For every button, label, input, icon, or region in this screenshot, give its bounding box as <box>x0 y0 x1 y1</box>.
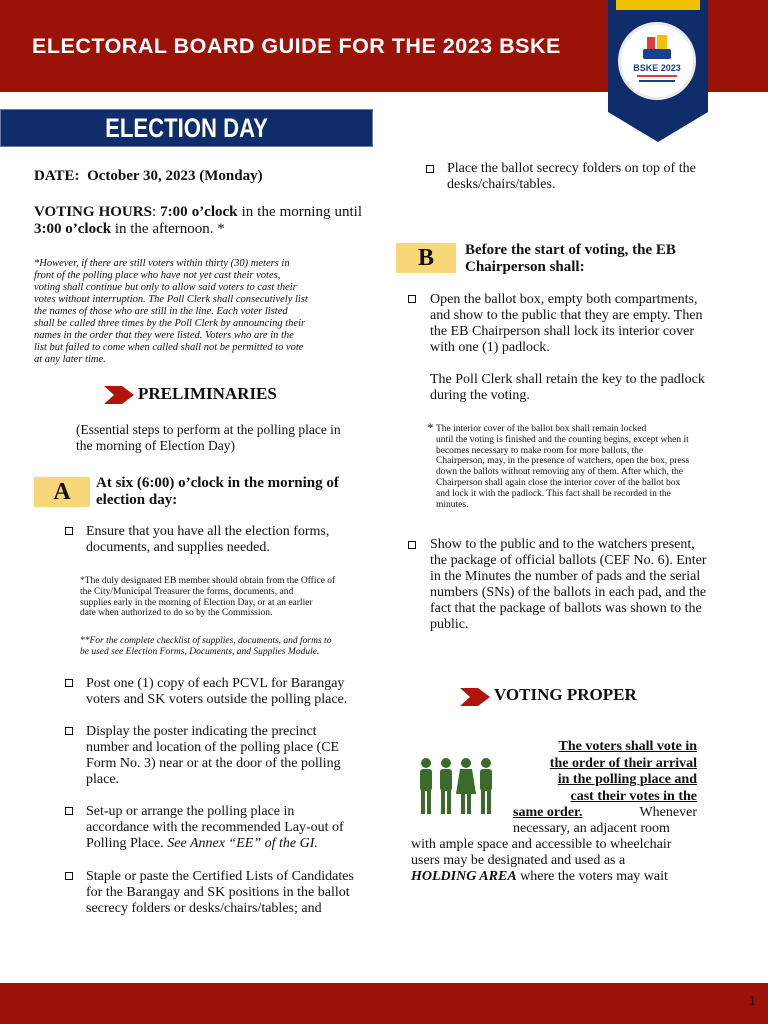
list-item-line: the package of official ballots (CEF No. 6). Enter <box>430 553 707 568</box>
step-b-heading-line: Before the start of voting, the EB <box>465 242 676 258</box>
voting-hours: VOTING HOURS: 7:00 o’clock in the morning until 3:00 o’clock in the afternoon. * <box>34 204 363 237</box>
footnote-line: the City/Municipal Treasurer the forms, documents, and <box>80 586 294 597</box>
list-item-line: desks/chairs/tables. <box>447 177 556 192</box>
note-line: shall be called three times by the Poll Clerk by announcing their <box>34 318 306 329</box>
footnote-line: until the voting is finished and the counting begins, except when it <box>436 434 689 445</box>
list-item <box>86 869 354 917</box>
checkbox-icon <box>65 727 73 735</box>
note-line: voting shall continue but only to allow said voters to cast their <box>34 282 297 293</box>
checkbox-icon <box>65 807 73 815</box>
voting-hours-start: 7:00 o’clock <box>160 204 238 220</box>
bske-logo <box>618 22 696 100</box>
footnote-line: and lock it with the padlock. This fact shall be recorded in the <box>436 488 671 499</box>
voting-order-line: the order of their arrival <box>549 755 697 771</box>
supplies-footnote <box>80 576 376 619</box>
voting-order-rule <box>513 739 697 805</box>
voting-order-line: in the polling place and <box>557 772 697 787</box>
list-item-line: Form No. 3) near or at the door of the polling <box>86 756 341 771</box>
page-number: 1 <box>749 994 756 1009</box>
footnote-line: supplies early in the morning of Election Day, or at an earlier <box>80 597 313 608</box>
list-item-line: numbers (SNs) of the ballots in each pad, and the <box>430 585 707 600</box>
holding-area-text: where the voters may wait <box>516 869 668 884</box>
footnote-line: date when authorized to do so by the Commission. <box>80 608 273 619</box>
list-item-line: and show to the public that they are empty. Then <box>430 308 703 323</box>
list-item <box>86 804 375 852</box>
footnote-line: *The duly designated EB member should obtain from the Office of <box>80 576 336 586</box>
list-item <box>86 724 341 788</box>
holding-area-line: necessary, an adjacent room <box>513 821 670 836</box>
chevron-right-icon <box>460 688 490 706</box>
list-item-text: Polling Place. <box>86 836 168 851</box>
holding-area-term: HOLDING AREA <box>411 869 517 884</box>
list-item-line: in the Minutes the number of pads and the serial <box>430 569 701 584</box>
voting-proper-title: VOTING PROPER <box>494 685 637 704</box>
bske-logo-emblem-icon <box>621 25 693 97</box>
chevron-right-icon <box>104 386 134 404</box>
ballot-box-footnote <box>436 424 734 510</box>
date-line <box>34 168 263 184</box>
step-b-heading-line: Chairperson shall: <box>465 259 585 275</box>
preliminaries-title: PRELIMINARIES <box>138 384 277 403</box>
list-item-line: place. <box>86 772 120 787</box>
holding-area-line: with ample space and accessible to wheelchair <box>411 837 672 852</box>
whenever-text: Whenever <box>639 805 697 820</box>
list-item-line: accordance with the recommended Lay-out of <box>86 820 344 835</box>
footnote-line: becomes necessary to make room for more ballots, the <box>436 445 644 456</box>
voting-hours-mid: in the morning until <box>241 204 363 220</box>
note-line: at any later time. <box>34 354 106 365</box>
step-b-badge: B <box>396 243 456 273</box>
footer-band <box>0 983 768 1024</box>
date-label: DATE: <box>34 168 80 184</box>
checkbox-icon <box>65 527 73 535</box>
list-item-line: Place the ballot secrecy folders on top of the <box>447 161 696 176</box>
preliminaries-note-line: the morning of Election Day) <box>76 438 235 453</box>
list-item-line: voters and SK voters outside the polling place. <box>86 692 348 707</box>
list-item <box>86 676 347 708</box>
padlock-note <box>430 372 705 404</box>
note-line: the names of those who are still in the line. Each voter listed <box>34 306 288 317</box>
checkbox-icon <box>408 295 416 303</box>
note-line: list but failed to come when called shall not be permitted to vote <box>34 342 304 353</box>
list-item-line: documents, and supplies needed. <box>86 540 270 555</box>
holding-area-paragraph <box>411 837 697 885</box>
list-item-line: Open the ballot box, empty both compartments, <box>430 292 698 307</box>
checklist-footnote <box>80 636 376 658</box>
voting-hours-note <box>34 258 364 366</box>
footnote-line: Chairperson shall again close the interior cover of the ballot box <box>436 477 681 488</box>
list-item-line: Set-up or arrange the polling place in <box>86 804 295 819</box>
voting-order-line: cast their votes in the <box>570 788 697 804</box>
list-item-line: Post one (1) copy of each PCVL for Barangay <box>86 676 345 691</box>
preliminaries-note-line: (Essential steps to perform at the polling place in <box>76 422 341 437</box>
footnote-line: The interior cover of the ballot box shall remain locked <box>436 424 647 434</box>
list-item-line: number and location of the polling place (CE <box>86 740 340 755</box>
step-a-heading-line: At six (6:00) o’clock in the morning of <box>96 475 339 491</box>
list-item-line: secrecy folders or desks/chairs/tables; and <box>86 901 322 916</box>
logo-ribbon-tip <box>608 112 708 142</box>
list-item-line: Display the poster indicating the precinct <box>86 724 317 739</box>
step-a-heading-line: election day: <box>96 492 178 508</box>
note-line: votes without interruption. The Poll Clerk shall consecutively list <box>34 294 308 305</box>
date-value: October 30, 2023 (Monday) <box>87 168 263 184</box>
footnote-line: **For the complete checklist of supplies, documents, and forms to <box>80 636 332 646</box>
checkbox-icon <box>426 165 434 173</box>
footnote-line: down the ballots without removing any of them. After which, the <box>436 467 683 478</box>
footnote-line: minutes. <box>436 499 469 510</box>
padlock-note-line: during the voting. <box>430 388 530 403</box>
holding-area-line: users may be designated and used as a <box>411 853 626 868</box>
list-item-line: the EB Chairperson shall lock its interior cover <box>430 324 694 339</box>
step-a-badge: A <box>34 477 90 507</box>
footnote-line: Chairperson, may, in the presence of watchers, open the box, press <box>436 456 690 467</box>
annex-reference: See Annex “EE” of the GI. <box>167 836 318 851</box>
list-item-line: fact that the package of ballots was shown to the <box>430 601 702 616</box>
holding-area-line <box>411 869 697 885</box>
list-item-line: Ensure that you have all the election forms, <box>86 524 330 539</box>
asterisk: * <box>427 420 434 435</box>
step-a-heading <box>96 475 339 509</box>
checkbox-icon <box>408 541 416 549</box>
note-line: front of the polling place who have not yet cast their votes, <box>34 270 281 281</box>
step-b-heading <box>465 242 676 276</box>
checkbox-icon <box>65 872 73 880</box>
list-item <box>430 292 703 356</box>
voters-queue-icon <box>414 756 498 816</box>
list-item <box>86 524 329 556</box>
voting-hours-tail: in the afternoon. * <box>114 221 225 237</box>
note-line: names in the order that they were listed. Voters who are in the <box>34 330 294 341</box>
logo-text: BSKE 2023 <box>633 63 681 73</box>
note-line: *However, if there are still voters within thirty (30) meters in <box>34 258 290 269</box>
list-item <box>430 537 707 633</box>
voting-hours-end: 3:00 o’clock <box>34 221 112 237</box>
list-item <box>447 161 696 193</box>
section-title: ELECTION DAY <box>105 113 268 143</box>
voting-order-line-5 <box>513 805 697 822</box>
preliminaries-note <box>76 422 341 454</box>
voting-order-line: The voters shall vote in <box>558 739 697 754</box>
checkbox-icon <box>65 679 73 687</box>
logo-ribbon-gold-stripe <box>616 0 700 10</box>
list-item-line: Show to the public and to the watchers present, <box>430 537 695 552</box>
list-item-line <box>86 836 375 852</box>
page-header-title: ELECTORAL BOARD GUIDE FOR THE 2023 BSKE <box>32 34 561 58</box>
list-item-line: with one (1) padlock. <box>430 340 550 355</box>
voting-order-line: same order. <box>513 805 583 820</box>
list-item-line: Staple or paste the Certified Lists of Candidates <box>86 869 354 884</box>
list-item-line: for the Barangay and SK positions in the ballot <box>86 885 350 900</box>
footnote-line: be used see Election Forms, Documents, and Supplies Module. <box>80 646 320 657</box>
voting-hours-label: VOTING HOURS <box>34 204 152 220</box>
list-item-line: public. <box>430 617 469 632</box>
padlock-note-line: The Poll Clerk shall retain the key to the padlock <box>430 372 705 387</box>
